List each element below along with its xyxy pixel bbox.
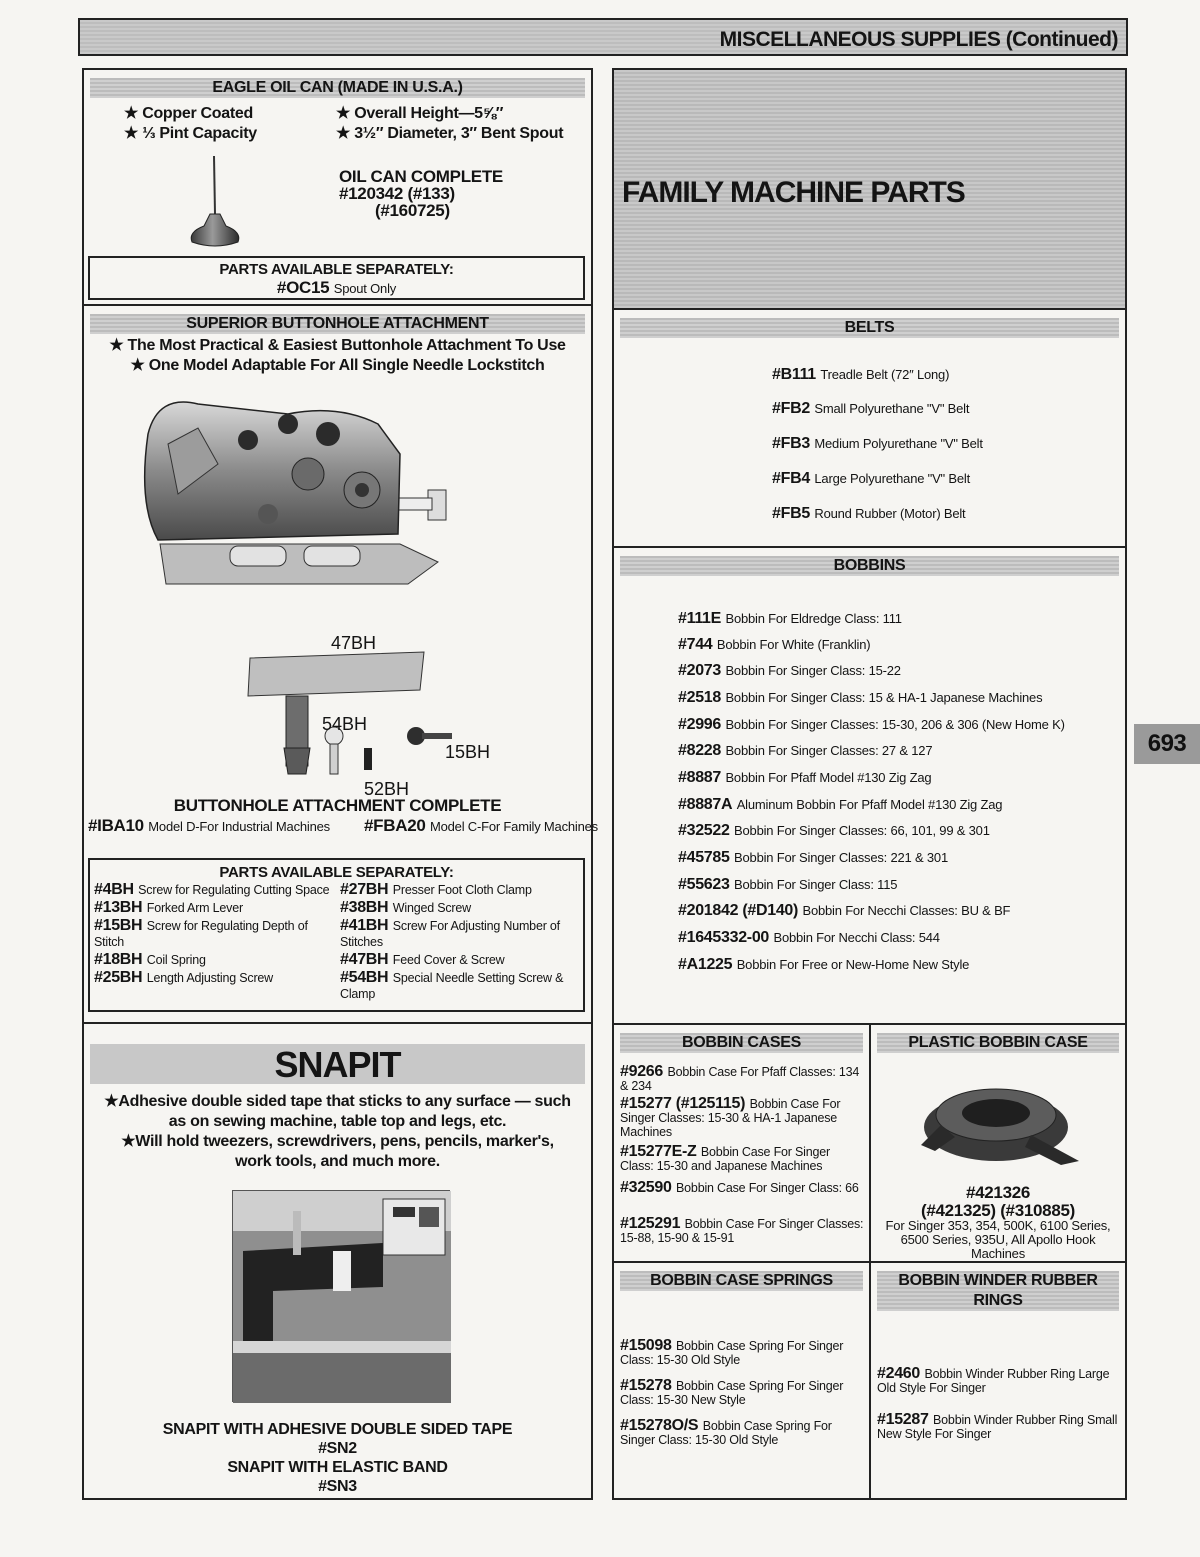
buttonhole-heading: SUPERIOR BUTTONHOLE ATTACHMENT xyxy=(90,314,585,334)
part-desc: Screw for Regulating Cutting Space xyxy=(138,883,330,897)
bobbins-section xyxy=(614,548,1125,1025)
part-desc: Special Needle Setting Screw & Clamp xyxy=(340,971,564,1001)
bobbin-item xyxy=(678,636,870,654)
spring-desc: Bobbin Case Spring For Singer Class: 15-30 Old Style xyxy=(620,1339,844,1367)
oil-complete-label: OIL CAN COMPLETE xyxy=(339,167,503,186)
model-desc: Model C-For Family Machines xyxy=(429,819,598,834)
bobbin-pn: #111E xyxy=(678,610,722,627)
ring-pn: #15287 xyxy=(877,1411,929,1428)
part-number: #27BH xyxy=(340,881,389,898)
part-desc: Coil Spring xyxy=(146,953,206,967)
snapit-line: ★Adhesive double sided tape that sticks to any surface — such xyxy=(104,1093,571,1110)
bobbin-pn: #45785 xyxy=(678,849,730,866)
bobbin-item xyxy=(678,610,902,628)
plastic-case-alt: (#421325) (#310885) xyxy=(920,1201,1076,1220)
buttonhole-bullets xyxy=(84,336,591,376)
bobbin-case-item xyxy=(620,1097,865,1139)
part-number: #47BH xyxy=(340,951,389,968)
bobbin-pn: #2996 xyxy=(678,716,721,733)
bobbin-item xyxy=(678,689,1042,707)
spring-item xyxy=(620,1339,865,1367)
belt-desc: Small Polyurethane "V" Belt xyxy=(814,401,970,416)
belt-pn: #FB2 xyxy=(772,400,810,417)
snapit-heading: SNAPIT xyxy=(90,1044,585,1084)
oil-feature: ★ ⅓ Pint Capacity xyxy=(124,125,257,142)
snapit-caption-line: #SN3 xyxy=(318,1478,357,1495)
bobbin-desc: Aluminum Bobbin For Pfaff Model #130 Zig Zag xyxy=(736,797,1003,812)
bobbin-item xyxy=(678,716,1065,734)
bobbin-desc: Bobbin For Necchi Classes: BU & BF xyxy=(802,903,1011,918)
part-number: #4BH xyxy=(94,881,134,898)
oil-parts-title: PARTS AVAILABLE SEPARATELY: xyxy=(219,261,454,278)
part-number: #41BH xyxy=(340,917,389,934)
bobbin-pn: #55623 xyxy=(678,876,730,893)
oil-complete-alt: (#160725) xyxy=(375,201,450,220)
winder-rings-heading: BOBBIN WINDER RUBBER RINGS xyxy=(877,1271,1119,1311)
belt-pn: #B111 xyxy=(772,366,816,383)
ring-desc: Bobbin Winder Rubber Ring Small New Style For Singer xyxy=(877,1413,1118,1441)
bobbin-item xyxy=(678,796,1002,814)
page-number-tab: 693 xyxy=(1134,724,1200,764)
left-column xyxy=(82,68,598,1500)
oil-part-number: #OC15 xyxy=(276,278,330,297)
bobbin-item xyxy=(678,929,940,947)
oil-feature: ★ Overall Height—5⅝″ xyxy=(336,105,504,122)
family-machine-parts-band xyxy=(614,70,1125,308)
winder-rings-section xyxy=(871,1263,1125,1498)
ring-pn: #2460 xyxy=(877,1365,920,1382)
bobbin-desc: Bobbin For Free or New-Home New Style xyxy=(736,957,970,972)
bobbin-desc: Bobbin For Necchi Class: 544 xyxy=(773,930,940,945)
page-header xyxy=(78,18,1128,56)
sewing-machine-illustration xyxy=(233,1191,451,1403)
spring-desc: Bobbin Case Spring For Singer Class: 15-30 New Style xyxy=(620,1379,844,1407)
buttonhole-bullet: ★ One Model Adaptable For All Single Needle Lockstitch xyxy=(130,357,545,374)
family-machine-parts-heading: FAMILY MACHINE PARTS xyxy=(622,176,965,209)
bobbin-pn: #2518 xyxy=(678,689,721,706)
bobbins-heading: BOBBINS xyxy=(620,556,1119,576)
case-springs-heading: BOBBIN CASE SPRINGS xyxy=(620,1271,863,1291)
case-desc: Bobbin Case For Singer Class: 15-30 and Japanese Machines xyxy=(620,1145,830,1173)
oil-can-section xyxy=(84,70,591,306)
bobbin-pn: #201842 (#D140) xyxy=(678,902,799,919)
bobbin-item xyxy=(678,822,990,840)
model-family xyxy=(364,816,598,836)
oil-feature: ★ 3½″ Diameter, 3″ Bent Spout xyxy=(336,125,564,142)
oil-part-row xyxy=(90,278,583,298)
belt-item xyxy=(772,435,983,453)
bobbin-pn: #8228 xyxy=(678,742,721,759)
bobbin-desc: Bobbin For Singer Classes: 66, 101, 99 & 301 xyxy=(734,823,990,838)
bobbin-item xyxy=(678,849,948,867)
oil-feature: ★ Copper Coated xyxy=(124,105,253,122)
case-desc: Bobbin Case For Singer Class: 66 xyxy=(676,1181,859,1195)
bobbin-desc: Bobbin For White (Franklin) xyxy=(716,637,871,652)
bobbin-pn: #A1225 xyxy=(678,956,733,973)
bobbin-desc: Bobbin For Singer Classes: 27 & 127 xyxy=(725,743,933,758)
part-number: #25BH xyxy=(94,969,143,986)
part-row xyxy=(94,900,334,916)
part-label-15bh: 15BH xyxy=(445,742,491,762)
part-row xyxy=(340,918,580,950)
part-row xyxy=(340,970,580,1002)
bobbin-pn: #32522 xyxy=(678,822,730,839)
part-number: #54BH xyxy=(340,969,389,986)
bobbin-case-item xyxy=(620,1217,865,1245)
snapit-caption xyxy=(84,1420,591,1496)
belt-desc: Large Polyurethane "V" Belt xyxy=(814,471,970,486)
oil-can-complete xyxy=(339,168,503,219)
part-row xyxy=(94,882,334,898)
bobbin-desc: Bobbin For Singer Classes: 221 & 301 xyxy=(734,850,948,865)
part-label-54bh: 54BH xyxy=(322,714,368,734)
bobbin-desc: Bobbin For Singer Class: 15-22 xyxy=(725,663,901,678)
case-pn: #15277E-Z xyxy=(620,1143,697,1160)
part-desc: Forked Arm Lever xyxy=(146,901,243,915)
bobbin-item xyxy=(678,742,932,760)
bobbin-item xyxy=(678,902,1010,920)
belts-section xyxy=(614,308,1125,548)
case-desc: Bobbin Case For Pfaff Classes: 134 & 234 xyxy=(620,1065,860,1093)
plastic-case-desc: For Singer 353, 354, 500K, 6100 Series, 6500 Series, 935U, All Apollo Hook Machines xyxy=(885,1218,1111,1261)
bobbin-pn: #8887 xyxy=(678,769,721,786)
case-pn: #15277 (#125115) xyxy=(620,1095,746,1112)
part-desc: Presser Foot Cloth Clamp xyxy=(392,883,532,897)
buttonhole-parts-left xyxy=(94,882,334,988)
part-number: #18BH xyxy=(94,951,143,968)
belts-heading: BELTS xyxy=(620,318,1119,338)
case-pn: #32590 xyxy=(620,1179,672,1196)
bobbin-case-item xyxy=(620,1145,865,1173)
bobbin-item xyxy=(678,956,969,974)
bobbin-case-item xyxy=(620,1181,865,1195)
part-desc: Length Adjusting Screw xyxy=(146,971,274,985)
part-row xyxy=(340,900,580,916)
part-desc: Screw For Adjusting Number of Stitches xyxy=(340,919,560,949)
part-label-47bh: 47BH xyxy=(331,633,377,653)
case-pn: #125291 xyxy=(620,1215,681,1232)
case-pn: #9266 xyxy=(620,1063,663,1080)
bobbin-pn: #8887A xyxy=(678,796,733,813)
model-pn: #IBA10 xyxy=(88,816,144,835)
spring-pn: #15278O/S xyxy=(620,1417,699,1434)
bobbin-cases-heading: BOBBIN CASES xyxy=(620,1033,863,1053)
bobbin-pn: #1645332-00 xyxy=(678,929,770,946)
snapit-caption-line: SNAPIT WITH ELASTIC BAND xyxy=(227,1459,448,1476)
snapit-line: work tools, and much more. xyxy=(235,1153,440,1170)
bobbin-desc: Bobbin For Pfaff Model #130 Zig Zag xyxy=(725,770,932,785)
part-desc: Feed Cover & Screw xyxy=(392,953,505,967)
bobbin-pn: #744 xyxy=(678,636,713,653)
part-desc: Screw for Regulating Depth of Stitch xyxy=(94,919,308,949)
bobbin-item xyxy=(678,662,901,680)
belt-pn: #FB4 xyxy=(772,470,810,487)
springs-rings-row xyxy=(614,1263,1125,1498)
bobbin-cases-row xyxy=(614,1025,1125,1263)
part-number: #13BH xyxy=(94,899,143,916)
snapit-caption-line: #SN2 xyxy=(318,1440,357,1457)
buttonhole-parts-title: PARTS AVAILABLE SEPARATELY: xyxy=(219,864,454,881)
bobbin-item xyxy=(678,769,931,787)
part-desc: Winged Screw xyxy=(392,901,471,915)
plastic-case-info xyxy=(871,1183,1125,1261)
oil-can-heading: EAGLE OIL CAN (MADE IN U.S.A.) xyxy=(90,78,585,98)
ring-desc: Bobbin Winder Rubber Ring Large Old Style For Singer xyxy=(877,1367,1110,1395)
bobbin-desc: Bobbin For Singer Class: 115 xyxy=(734,877,898,892)
oil-parts-box xyxy=(88,256,585,300)
plastic-case-pn: #421326 xyxy=(965,1183,1031,1202)
right-column xyxy=(612,68,1127,1500)
spring-item xyxy=(620,1419,865,1447)
part-row xyxy=(94,970,334,986)
buttonhole-bullet: ★ The Most Practical & Easiest Buttonhole Attachment To Use xyxy=(109,337,566,354)
plastic-bobbin-case-section xyxy=(871,1025,1125,1261)
part-row xyxy=(94,918,334,950)
belt-pn: #FB3 xyxy=(772,435,810,452)
bobbin-case-item xyxy=(620,1065,865,1093)
snapit-line: ★Will hold tweezers, screwdrivers, pens, pencils, marker's, xyxy=(121,1133,554,1150)
ring-item xyxy=(877,1413,1121,1441)
ring-item xyxy=(877,1367,1121,1395)
bobbin-cases-section xyxy=(614,1025,871,1261)
spring-pn: #15098 xyxy=(620,1337,672,1354)
part-row xyxy=(340,952,580,968)
spring-pn: #15278 xyxy=(620,1377,672,1394)
model-desc: Model D-For Industrial Machines xyxy=(148,819,330,834)
bobbin-pn: #2073 xyxy=(678,662,721,679)
spring-item xyxy=(620,1379,865,1407)
oil-complete-pn: #120342 (#133) xyxy=(339,184,455,203)
buttonhole-parts-right xyxy=(340,882,580,1004)
snapit-description xyxy=(84,1092,591,1172)
bobbin-desc: Bobbin For Eldredge Class: 111 xyxy=(725,611,902,626)
part-number: #38BH xyxy=(340,899,389,916)
case-desc: Bobbin Case For Singer Classes: 15-88, 15-90 & 15-91 xyxy=(620,1217,864,1245)
case-desc: Bobbin Case For Singer Classes: 15-30 & HA-1 Japanese Machines xyxy=(620,1097,841,1139)
model-pn: #FBA20 xyxy=(364,816,426,835)
snapit-line: as on sewing machine, table top and legs, etc. xyxy=(168,1113,507,1130)
spring-desc: Bobbin Case Spring For Singer Class: 15-30 Old Style xyxy=(620,1419,832,1447)
oil-can-illustration xyxy=(184,156,246,248)
buttonhole-complete-label: BUTTONHOLE ATTACHMENT COMPLETE xyxy=(173,796,502,815)
plastic-bobbin-case-illustration xyxy=(911,1065,1081,1175)
buttonhole-section xyxy=(84,306,598,1024)
plastic-case-heading: PLASTIC BOBBIN CASE xyxy=(877,1033,1119,1053)
belt-item xyxy=(772,505,965,523)
oil-part-desc: Spout Only xyxy=(333,281,397,296)
belt-desc: Round Rubber (Motor) Belt xyxy=(814,506,966,521)
belt-item xyxy=(772,400,969,418)
belt-pn: #FB5 xyxy=(772,505,810,522)
bobbin-item xyxy=(678,876,897,894)
bobbin-desc: Bobbin For Singer Class: 15 & HA-1 Japanese Machines xyxy=(725,690,1043,705)
part-row xyxy=(94,952,334,968)
belt-item xyxy=(772,470,970,488)
belt-item xyxy=(772,366,949,384)
bobbin-case-springs-section xyxy=(614,1263,871,1498)
buttonhole-attachment-illustration xyxy=(138,394,448,586)
page-title: MISCELLANEOUS SUPPLIES (Continued) xyxy=(719,28,1118,51)
snapit-section xyxy=(84,1024,591,1498)
buttonhole-parts-box xyxy=(88,858,585,1012)
snapit-photo xyxy=(232,1190,450,1402)
part-label-52bh: 52BH xyxy=(364,779,410,799)
part-number: #15BH xyxy=(94,917,143,934)
belt-desc: Treadle Belt (72″ Long) xyxy=(820,367,950,382)
model-industrial xyxy=(88,816,330,836)
belt-desc: Medium Polyurethane "V" Belt xyxy=(814,436,983,451)
bobbin-desc: Bobbin For Singer Classes: 15-30, 206 & 306 (New Home K) xyxy=(725,717,1065,732)
part-row xyxy=(340,882,580,898)
snapit-caption-line: SNAPIT WITH ADHESIVE DOUBLE SIDED TAPE xyxy=(162,1421,513,1438)
